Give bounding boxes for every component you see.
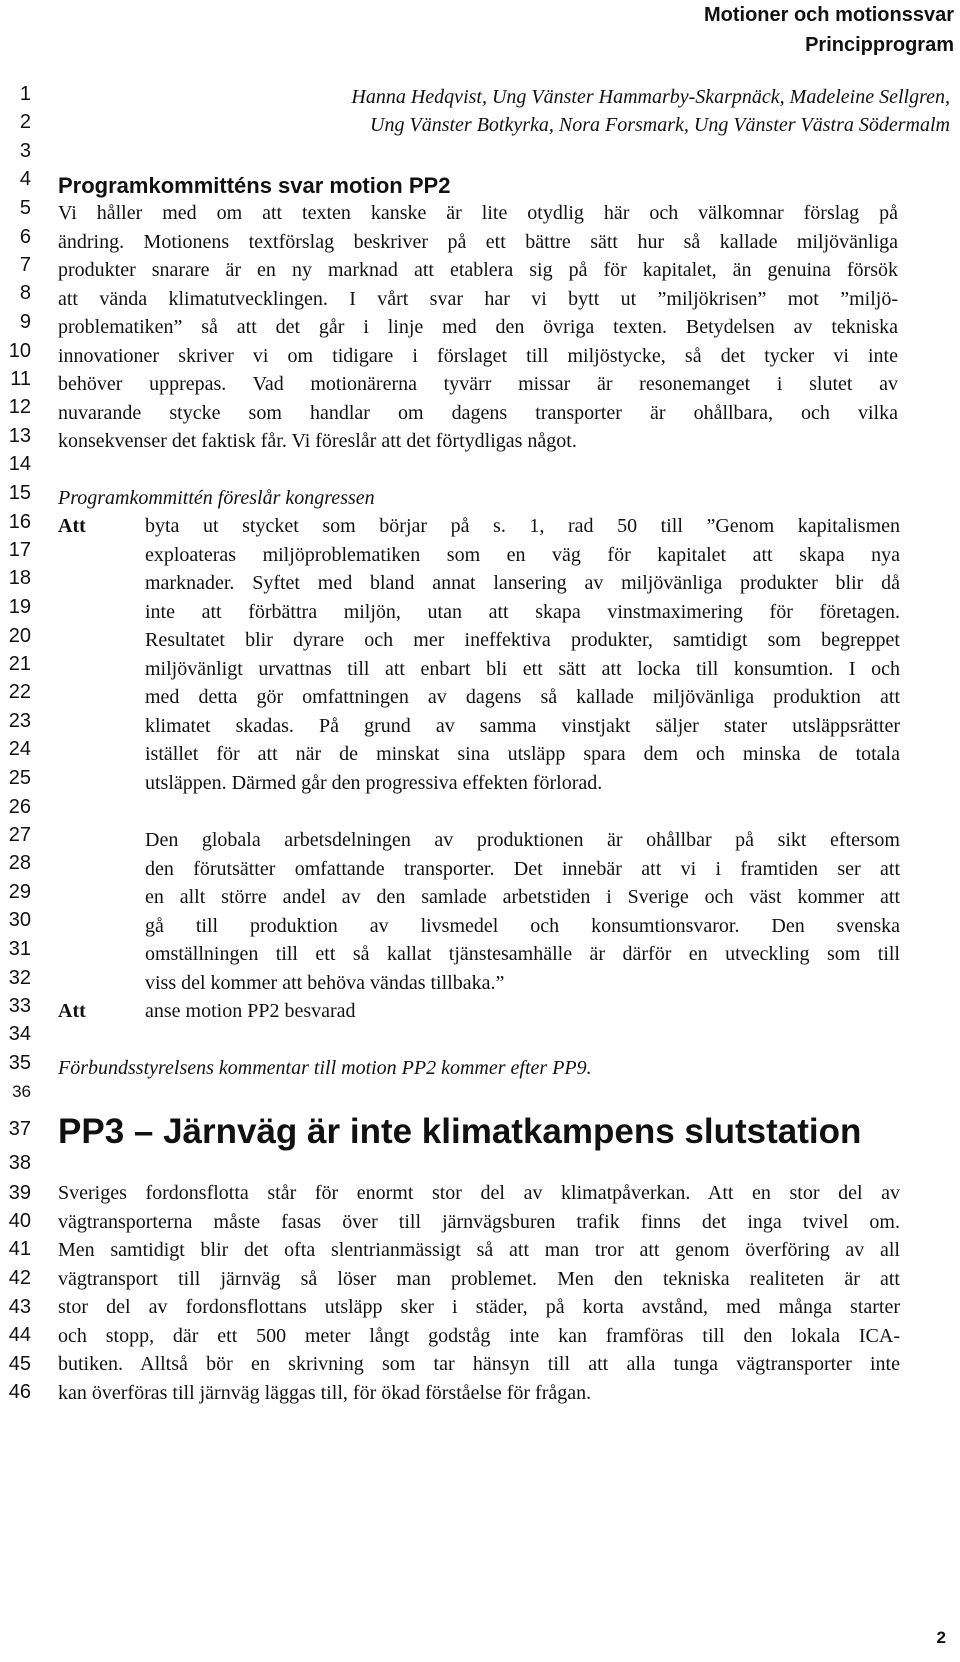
text-line: marknader. Syftet med bland annat lansering av miljövänliga produkter blir då	[145, 572, 900, 594]
line-number: 34	[8, 1023, 31, 1045]
line-number: 29	[8, 881, 31, 903]
text-line: behöver upprepas. Vad motionärerna tyvärr missar är resonemanget i slutet av	[58, 373, 898, 395]
line-number: 17	[8, 539, 31, 561]
text-line: stor del av fordonsflottans utsläpp sker i städer, på korta avstånd, med många starter	[58, 1296, 900, 1318]
att-label-1: Att	[58, 515, 86, 537]
text-line: viss del kommer att behöva vändas tillbaka.”	[145, 971, 505, 994]
line-number: 23	[8, 710, 31, 732]
line-number: 10	[8, 340, 31, 362]
line-number: 7	[19, 254, 31, 276]
text-line: Vi håller med om att texten kanske är lite otydlig här och välkomnar förslag på	[58, 202, 898, 224]
text-line: istället för att när de minskat sina utsläpp spara dem och minska de totala	[145, 743, 900, 765]
text-line: Sveriges fordonsflotta står för enormt stor del av klimatpåverkan. Att en stor del av	[58, 1182, 900, 1204]
line-number: 27	[8, 824, 31, 846]
text-line: miljövänligt urvattnas till att enbart bli ett sätt att locka till konsumtion. I och	[145, 657, 900, 680]
line-number: 18	[8, 567, 31, 589]
text-line: omställningen till ett så kallat tjänstesamhälle är därför en utveckling som till	[145, 943, 900, 965]
line-number: 46	[8, 1381, 31, 1403]
line-number: 6	[19, 226, 31, 248]
page-number: 2	[936, 1628, 946, 1647]
header-subtitle: Principprogram	[805, 34, 954, 56]
line-number: 3	[19, 140, 31, 162]
line-number: 13	[8, 425, 31, 447]
authors-line-1: Hanna Hedqvist, Ung Vänster Hammarby-Skarpnäck, Madeleine Sellgren,	[351, 86, 950, 108]
att2-text: anse motion PP2 besvarad	[145, 1000, 356, 1022]
line-number: 8	[19, 282, 31, 304]
line-number: 37	[8, 1118, 31, 1140]
line-number: 24	[8, 738, 31, 760]
att-label-2: Att	[58, 1000, 86, 1022]
text-line: kan överföras till järnväg läggas till, för ökad förståelse för frågan.	[58, 1381, 592, 1404]
text-line: gå till produktion av livsmedel och konsumtionsvaror. Den svenska	[145, 914, 900, 937]
text-line: Den globala arbetsdelningen av produktionen är ohållbar på sikt eftersom	[145, 829, 900, 851]
text-line: vägtransporterna måste fasas över till järnvägsburen trafik finns det inga tvivel om.	[58, 1210, 900, 1233]
text-line: exploateras miljöproblematiken som en väg för kapitalet att skapa nya	[145, 543, 900, 566]
line-number: 5	[19, 197, 31, 219]
line-number: 25	[8, 767, 31, 789]
line-number: 22	[8, 681, 31, 703]
line-number: 11	[10, 368, 31, 390]
line-number: 31	[8, 938, 31, 960]
text-line: klimatet skadas. På grund av samma vinstjakt säljer stater utsläppsrätter	[145, 714, 900, 737]
text-line: konsekvenser det faktisk får. Vi föreslår att det förtydligas något.	[58, 430, 577, 452]
text-line: inte att förbättra miljön, utan att skapa vinstmaximering för företagen.	[145, 600, 900, 623]
line-number: 19	[8, 596, 31, 618]
line-number: 32	[8, 967, 31, 989]
proposal-heading: Programkommittén föreslår kongressen	[58, 487, 375, 509]
line-number: 42	[8, 1267, 31, 1289]
header-title: Motioner och motionssvar	[703, 4, 954, 26]
line-number: 38	[8, 1152, 31, 1174]
authors-line-2: Ung Vänster Botkyrka, Nora Forsmark, Ung Vänster Västra Södermalm	[370, 114, 950, 136]
line-number: 9	[19, 311, 31, 333]
line-number: 39	[8, 1182, 31, 1204]
line-number: 16	[8, 511, 31, 533]
text-line: att vända klimatutvecklingen. I vårt svar har vi bytt ut ”miljökrisen” mot ”miljö-	[58, 287, 898, 310]
text-line: problematiken” så att det går i linje med den övriga texten. Betydelsen av tekniska	[58, 316, 898, 338]
board-comment: Förbundsstyrelsens kommentar till motion PP2 kommer efter PP9.	[58, 1057, 592, 1079]
text-line: Men samtidigt blir det ofta slentrianmässigt så att man tror att genom överföring av all	[58, 1239, 900, 1261]
line-number: 2	[19, 111, 31, 133]
line-number: 1	[19, 83, 31, 105]
line-number: 4	[19, 168, 31, 190]
text-line: butiken. Alltså bör en skrivning som tar hänsyn till att alla tunga vägtransporter inte	[58, 1353, 900, 1375]
line-number: 14	[8, 453, 31, 475]
pp3-heading: PP3 – Järnväg är inte klimatkampens slutstation	[58, 1112, 862, 1151]
line-number: 21	[8, 653, 31, 675]
line-number: 35	[8, 1052, 31, 1074]
text-line: innovationer skriver vi om tidigare i förslaget till miljöstycke, så det tycker vi inte	[58, 344, 898, 367]
text-line: och stopp, där ett 500 meter långt godståg inte kan framföras till den lokala ICA-	[58, 1324, 900, 1347]
text-line: nuvarande stycke som handlar om dagens transporter är ohållbara, och vilka	[58, 401, 898, 424]
text-line: en allt större andel av den samlade arbetstiden i Sverige och väst kommer att	[145, 886, 900, 908]
line-number: 20	[8, 625, 31, 647]
line-number: 26	[8, 796, 31, 818]
line-number: 15	[8, 482, 31, 504]
line-number: 36	[12, 1082, 31, 1101]
line-number: 40	[8, 1210, 31, 1232]
line-number: 45	[8, 1353, 31, 1375]
document-header	[704, 0, 954, 60]
text-line: utsläppen. Därmed går den progressiva effekten förlorad.	[145, 771, 603, 794]
line-number: 41	[8, 1238, 31, 1260]
line-number: 28	[8, 852, 31, 874]
text-line: ändring. Motionens textförslag beskriver på ett bättre sätt hur så kallade miljövänliga	[58, 230, 898, 253]
line-number: 43	[8, 1296, 31, 1318]
text-line: med detta gör omfattningen av dagens så kallade miljövänliga produktion att	[145, 686, 900, 708]
line-number: 30	[8, 909, 31, 931]
text-line: produkter snarare är en ny marknad att etablera sig på för kapitalet, än genuina försök	[58, 259, 898, 281]
text-line: vägtransport till järnväg så löser man problemet. Men den tekniska realiteten är att	[58, 1267, 900, 1290]
text-line: Resultatet blir dyrare och mer ineffektiva produkter, samtidigt som begreppet	[145, 629, 900, 651]
text-line: den förutsätter omfattande transporter. Det innebär att vi i framtiden ser att	[145, 857, 900, 880]
line-number: 12	[8, 396, 31, 418]
text-line: byta ut stycket som börjar på s. 1, rad 50 till ”Genom kapitalismen	[145, 515, 900, 537]
line-number: 44	[8, 1324, 31, 1346]
committee-reply-heading: Programkommitténs svar motion PP2	[58, 173, 451, 198]
line-number: 33	[8, 995, 31, 1017]
